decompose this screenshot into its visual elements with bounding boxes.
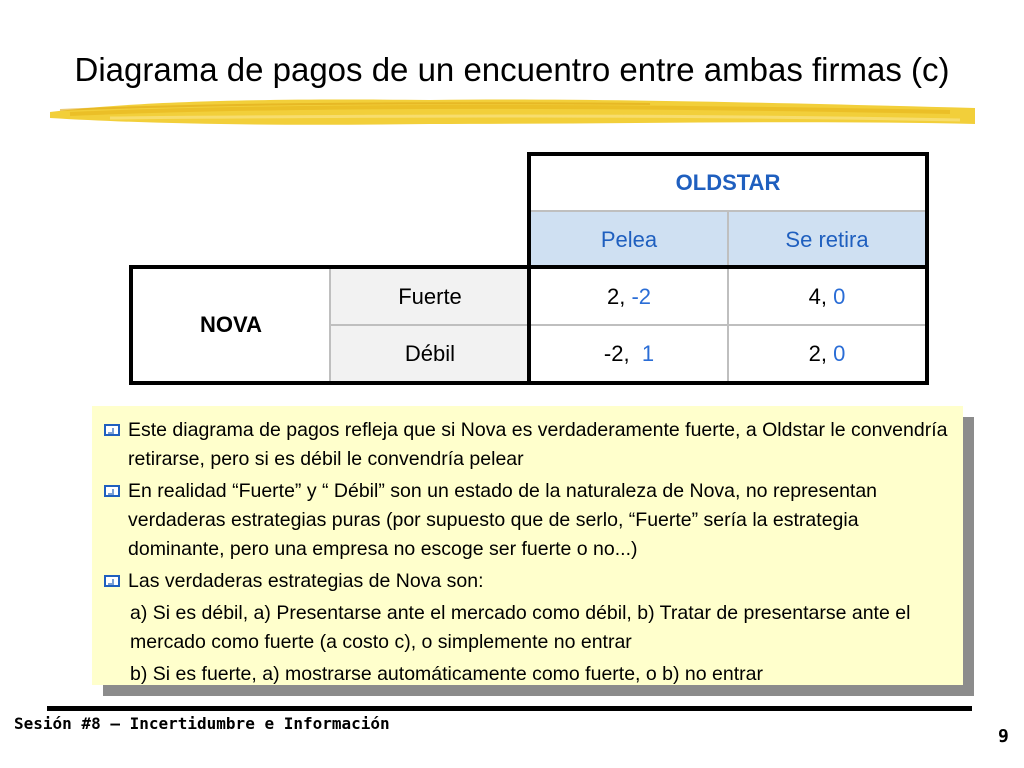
note-text: En realidad “Fuerte” y “ Débil” son un estado de la naturaleza de Nova, no representan verdaderas estrategias puras (por supuesto que de serlo, “Fuerte” sería la estrategia dominante, pero una empresa no escoge ser fuerte o no...) xyxy=(128,480,878,560)
payoff-cell-debil-retira xyxy=(728,325,926,382)
sub-note: a) Si es débil, a) Presentarse ante el mercado como débil, b) Tratar de presentarse ante el mercado como fuerte (a costo c), o simplemente no entrar xyxy=(130,602,911,653)
grid-line xyxy=(727,211,729,382)
checkbox-bullet-icon xyxy=(104,485,120,497)
payoff-cell-debil-pelea xyxy=(530,325,728,382)
yellow-brush-stroke xyxy=(50,94,975,134)
footer-rule xyxy=(47,706,972,711)
row-player-header: NOVA xyxy=(132,268,330,382)
oldstar-payoff: 0 xyxy=(833,283,846,309)
slide-title: Diagrama de pagos de un encuentro entre ambas firmas (c) xyxy=(74,51,950,88)
column-strategy-pelea: Pelea xyxy=(530,211,728,268)
nova-payoff: 2, xyxy=(606,283,626,309)
grid-line xyxy=(329,268,331,382)
oldstar-payoff: 1 xyxy=(641,340,655,366)
oldstar-payoff: 0 xyxy=(833,340,846,366)
sub-note: b) Si es fuerte, a) mostrarse automáticamente como fuerte, o b) no entrar xyxy=(130,663,763,685)
oldstar-payoff: -2 xyxy=(631,283,652,309)
note-bullet xyxy=(104,416,951,474)
row-strategy-debil: Débil xyxy=(330,325,530,382)
nova-payoff: 2, xyxy=(808,340,827,366)
footer-text: Sesión #8 – Incertidumbre e Información xyxy=(14,714,390,733)
column-strategy-se-retira: Se retira xyxy=(728,211,926,268)
note-text: Las verdaderas estrategias de Nova son: xyxy=(128,570,484,592)
nova-payoff: 4, xyxy=(808,283,827,309)
page-number: 9 xyxy=(998,726,1009,747)
note-text: Este diagrama de pagos refleja que si Nova es verdaderamente fuerte, a Oldstar le convendría retirarse, pero si es débil le convendría pelear xyxy=(128,419,948,470)
grid-line xyxy=(330,324,926,326)
note-bullet xyxy=(104,567,951,596)
note-bullet xyxy=(104,477,951,564)
checkbox-bullet-icon xyxy=(104,424,120,436)
row-strategy-fuerte: Fuerte xyxy=(330,268,530,325)
payoff-cell-fuerte-retira xyxy=(728,268,926,325)
column-player-header: OLDSTAR xyxy=(530,155,926,211)
note-box xyxy=(92,406,963,685)
payoff-cell-fuerte-pelea xyxy=(530,268,728,325)
checkbox-bullet-icon xyxy=(104,575,120,587)
nova-payoff: -2, xyxy=(603,340,630,366)
